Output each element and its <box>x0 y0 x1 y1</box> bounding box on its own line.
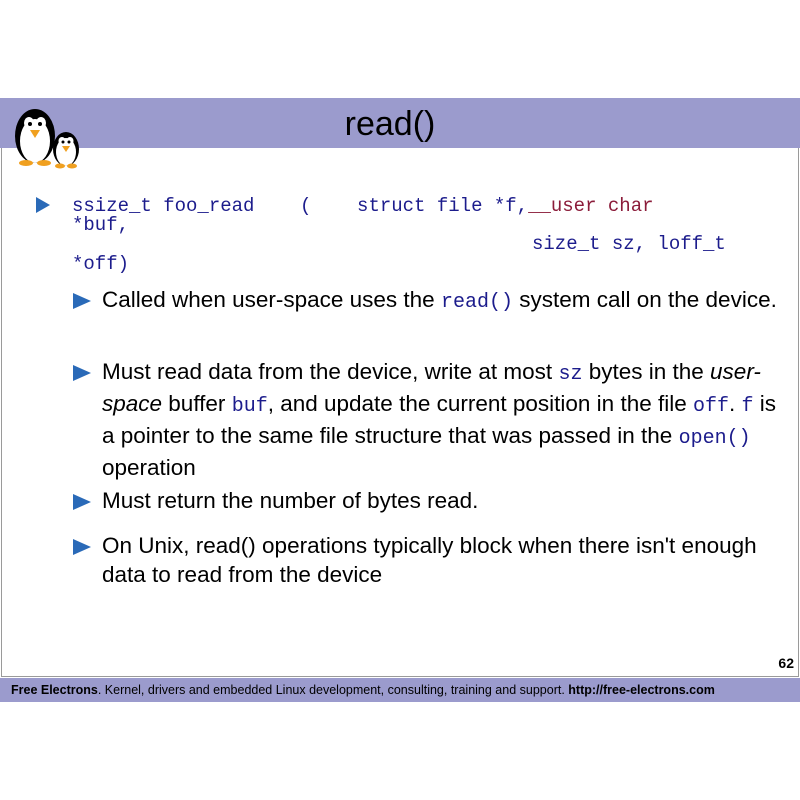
bullet-on-unix: On Unix, read() operations typically block when there isn't enough data to read from the device <box>102 533 757 587</box>
slide-title: read() <box>344 105 436 143</box>
triangle-bullet-icon <box>72 493 92 511</box>
title-bar <box>0 98 800 148</box>
slide <box>0 98 800 703</box>
signature-line-2: *buf, <box>72 214 130 236</box>
footer-bar <box>0 678 800 702</box>
footer-text: . Kernel, drivers and embedded Linux development, consulting, training and support. <box>97 683 569 697</box>
triangle-bullet-icon <box>35 196 51 214</box>
page-number: 62 <box>778 655 794 671</box>
footer-brand: Free Electrons <box>11 683 98 697</box>
signature-line-4: *off) <box>72 253 130 275</box>
signature-line-3: size_t sz, loff_t <box>532 233 726 255</box>
bullet-must-return: Must return the number of bytes read. <box>102 488 479 513</box>
signature-line-1: ssize_t foo_read ( struct file *f,__user char <box>72 195 654 217</box>
bullet-must-read: Must read data from the device, write at most sz bytes in the user-space buffer buf, and update the current position in the file off. f is a pointer to the same file structure that was passed in the open() operation <box>102 359 777 480</box>
triangle-bullet-icon <box>72 292 92 310</box>
bullet-called-when: Called when user-space uses the read() system call on the device. <box>102 287 777 314</box>
footer-url-link[interactable]: http://free-electrons.com <box>568 683 715 697</box>
triangle-bullet-icon <box>72 538 92 556</box>
triangle-bullet-icon <box>72 364 92 382</box>
content-frame <box>1 148 799 677</box>
